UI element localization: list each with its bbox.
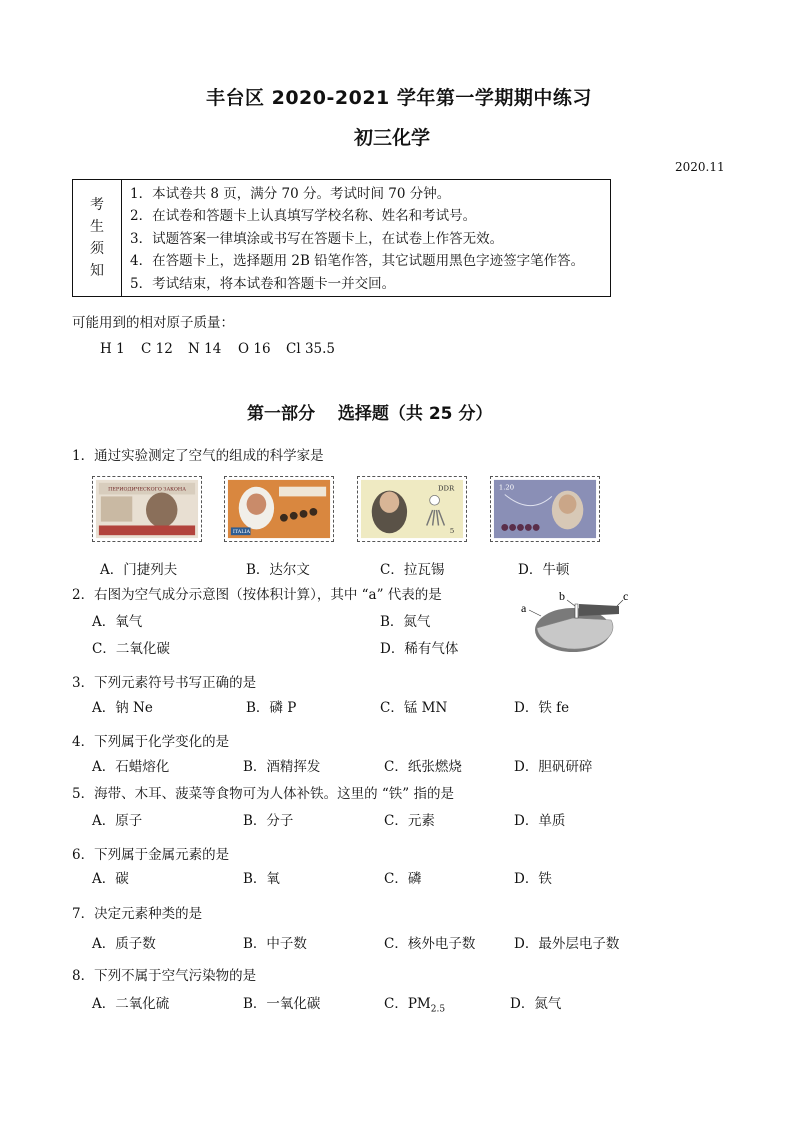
question-stem: 5．海带、木耳、菠菜等食物可为人体补铁。这里的 “铁” 指的是 xyxy=(72,786,454,802)
stamp-newton-image xyxy=(490,476,600,542)
option: B．中子数 xyxy=(243,936,307,952)
option: D．牛顿 xyxy=(518,562,570,578)
option: D．稀有气体 xyxy=(380,641,459,657)
option: B．达尔文 xyxy=(246,562,310,578)
option-pm-text: C．PM xyxy=(384,996,431,1012)
air-composition-pie-figure xyxy=(515,584,633,660)
notice-table xyxy=(72,179,611,297)
stamp4-caption: 1.20 xyxy=(498,483,515,492)
notice-item: 2．在试卷和答题卡上认真填写学校名称、姓名和考试号。 xyxy=(130,208,477,225)
option: D．铁 fe xyxy=(514,700,570,716)
option: C．元素 xyxy=(384,813,435,829)
question-stem: 3．下列元素符号书写正确的是 xyxy=(72,675,257,691)
option: B．氮气 xyxy=(380,614,431,630)
option: B．酒精挥发 xyxy=(243,759,321,775)
option: D．铁 xyxy=(514,871,552,887)
atomic-mass-value: Cl 35.5 xyxy=(286,341,335,357)
notice-item: 4．在答题卡上，选择题用 2B 铅笔作答，其它试题用黑色字迹签字笔作答。 xyxy=(130,253,585,270)
option: B．分子 xyxy=(243,813,294,829)
option: C．二氧化碳 xyxy=(92,641,170,657)
pm-subscript: 2.5 xyxy=(430,1004,446,1015)
pie-label-a: a xyxy=(521,601,527,615)
notice-items xyxy=(122,180,611,297)
option: A．氧气 xyxy=(92,614,143,630)
option: C．锰 MN xyxy=(380,700,448,716)
question-stem: 8．下列不属于空气污染物的是 xyxy=(72,968,257,984)
atomic-mass-value: H 1 xyxy=(100,341,125,357)
option: C．磷 xyxy=(384,871,422,887)
option: D．氮气 xyxy=(510,996,562,1012)
option: B．一氧化碳 xyxy=(243,996,321,1012)
atomic-mass-value: N 14 xyxy=(188,341,222,357)
pie-slice-b xyxy=(575,604,578,618)
notice-item: 1．本试卷共 8 页，满分 70 分。考试时间 70 分钟。 xyxy=(130,186,451,202)
stamp-darwin-image xyxy=(224,476,334,542)
notice-label-char: 考 xyxy=(90,197,104,213)
pie-label-b: b xyxy=(559,589,565,603)
pie-slice-c xyxy=(579,604,619,616)
option: A．原子 xyxy=(92,813,143,829)
exam-date: 2020.11 xyxy=(675,160,725,174)
notice-label-char: 须 xyxy=(90,241,104,257)
option: C．核外电子数 xyxy=(384,936,476,952)
question-stem: 7．决定元素种类的是 xyxy=(72,906,203,922)
option: A．门捷列夫 xyxy=(100,562,178,578)
option: D．胆矾研碎 xyxy=(514,759,593,775)
option-pm25 xyxy=(384,992,445,1015)
notice-item: 3．试题答案一律填涂或书写在答题卡上，在试卷上作答无效。 xyxy=(130,230,504,247)
question-stem: 6．下列属于金属元素的是 xyxy=(72,847,230,863)
stamp1-caption: ПЕРИОДИЧЕСКОГО ЗАКОНА xyxy=(108,486,186,493)
exam-subject: 初三化学 xyxy=(354,127,431,149)
exam-title: 丰台区 2020-2021 学年第一学期期中练习 xyxy=(206,87,592,109)
option: C．纸张燃烧 xyxy=(384,759,462,775)
notice-label-char: 知 xyxy=(90,263,104,279)
option: A．碳 xyxy=(92,871,129,887)
option: C．拉瓦锡 xyxy=(380,562,445,578)
option: B．氧 xyxy=(243,871,280,887)
stamp3-caption: DDR xyxy=(438,484,455,493)
option: A．质子数 xyxy=(92,936,156,952)
pie-label-c: c xyxy=(623,589,629,603)
option: A．二氧化硫 xyxy=(92,996,170,1012)
stamp-mendeleev-image xyxy=(92,476,202,542)
atomic-mass-value: C 12 xyxy=(141,341,173,357)
option: D．最外层电子数 xyxy=(514,936,620,952)
option: D．单质 xyxy=(514,813,566,829)
atomic-mass-value: O 16 xyxy=(238,341,271,357)
notice-label xyxy=(73,180,122,297)
atomic-mass-label: 可能用到的相对原子质量： xyxy=(72,315,234,331)
notice-label-char: 生 xyxy=(90,219,104,235)
notice-item: 5．考试结束，将本试卷和答题卡一并交回。 xyxy=(130,275,396,292)
option: A．钠 Ne xyxy=(92,700,153,716)
question-stem: 2．右图为空气成分示意图（按体积计算），其中 “a” 代表的是 xyxy=(72,587,442,603)
stamp-lavoisier-image xyxy=(357,476,467,542)
stamp2-caption: ITALIA xyxy=(232,529,251,536)
svg-text:5: 5 xyxy=(449,527,455,536)
option: B．磷 P xyxy=(246,700,297,716)
question-stem: 4．下列属于化学变化的是 xyxy=(72,734,230,750)
question-stem: 1．通过实验测定了空气的组成的科学家是 xyxy=(72,448,324,464)
section-heading: 第一部分 选择题（共 25 分） xyxy=(247,404,493,424)
option: A．石蜡熔化 xyxy=(92,759,170,775)
